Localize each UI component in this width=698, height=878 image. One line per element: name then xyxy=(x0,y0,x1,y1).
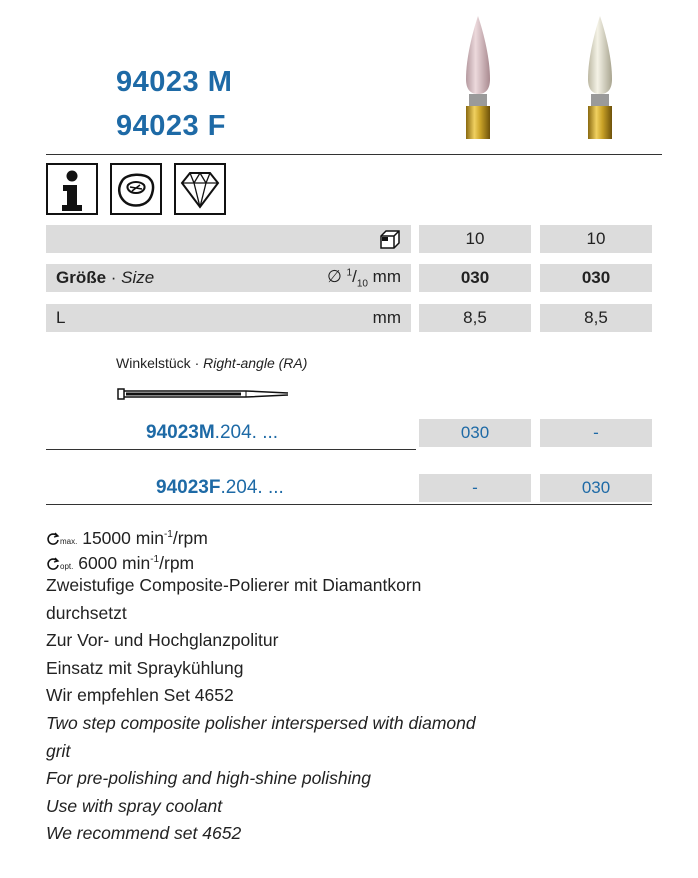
polisher-f-image xyxy=(580,14,620,139)
size-label: Größe · Size xyxy=(56,268,155,287)
speed-opt: opt. 6000 $\min^{-1}$/rpm xyxy=(46,546,194,580)
length-value-f: 8,5 xyxy=(540,304,652,332)
polisher-m-image xyxy=(458,14,498,139)
article-number-m: 94023M.204. ... xyxy=(146,422,279,443)
description-de-line: Einsatz mit Spraykühlung xyxy=(46,657,244,678)
length-unit: mm xyxy=(372,308,401,327)
diamond-icon xyxy=(174,163,226,215)
right-angle-shank-icon xyxy=(116,383,296,405)
size-label-cell xyxy=(46,264,411,292)
size-unit: ∅ $^1/_{10}$ mm xyxy=(326,266,401,290)
length-label-cell xyxy=(46,304,411,332)
article-number-f: 94023F.204. ... xyxy=(156,477,284,498)
info-icon xyxy=(46,163,98,215)
pack-quantity-m: 10 xyxy=(419,225,531,253)
description-en-line: For pre-polishing and high-shine polishing xyxy=(46,768,371,788)
composite-icon xyxy=(110,163,162,215)
description-de-line: Wir empfehlen Set 4652 xyxy=(46,685,234,705)
header-divider xyxy=(46,154,662,155)
description-de xyxy=(46,572,421,710)
article-m-size-f: - xyxy=(540,419,652,447)
package-icon xyxy=(379,229,401,249)
description-en-line: We recommend set 4652 xyxy=(46,823,242,843)
length-value-m: 8,5 xyxy=(419,304,531,332)
description-en-line: Use with spray coolant xyxy=(46,795,223,816)
article-f-size-f: 030 xyxy=(540,474,652,502)
size-value-m: 030 xyxy=(419,264,531,292)
description-de-line: durchsetzt xyxy=(46,602,127,623)
description-en-line: grit xyxy=(46,740,71,761)
pack-quantity-label xyxy=(46,225,411,253)
description-de-line: Zur Vor- und Hochglanzpolitur xyxy=(46,630,279,650)
product-title-m: 94023 M xyxy=(116,66,233,98)
description-en xyxy=(46,710,476,848)
article-f-size-m: - xyxy=(419,474,531,502)
length-label: L xyxy=(56,308,66,327)
rotation-icon xyxy=(46,532,60,546)
speed-max: max. 15000 $\min^{-1}$/rpm xyxy=(46,521,208,555)
article-m-size-m: 030 xyxy=(419,419,531,447)
table-bottom-divider xyxy=(46,504,652,505)
description-en-line: Two step composite polisher interspersed with diamond xyxy=(46,713,476,733)
product-title-f: 94023 F xyxy=(116,110,226,142)
article-divider xyxy=(46,449,416,450)
description-de-line: Zweistufige Composite-Polierer mit Diamantkorn xyxy=(46,575,422,595)
size-value-f: 030 xyxy=(540,264,652,292)
pack-quantity-f: 10 xyxy=(540,225,652,253)
rotation-icon xyxy=(46,557,60,571)
shank-type-label: Winkelstück · Right-angle (RA) xyxy=(116,355,308,371)
